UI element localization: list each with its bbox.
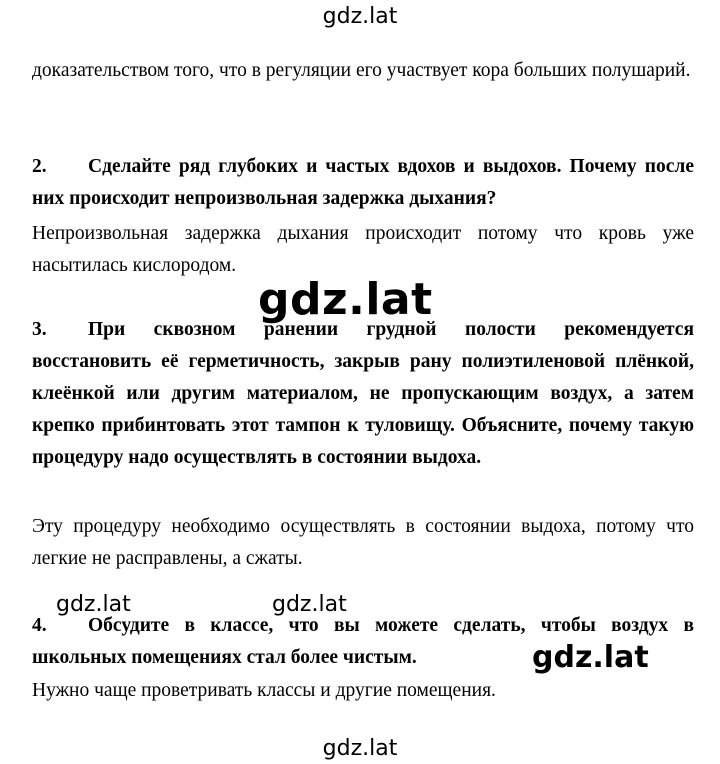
question-3 [32, 314, 694, 474]
question-4-text: Обсудите в классе, что вы можете сделать, чтобы воздух в школьных помещениях стал более чистым. [32, 615, 694, 668]
answer-3: Эту процедуру необходимо осуществлять в состоянии выдоха, потому что легкие не расправлены, а сжаты. [32, 516, 694, 569]
watermark-bottom: gdz.lat [322, 736, 398, 761]
question-2-text: Сделайте ряд глубоких и частых вдохов и выдохов. Почему после них происходит непроизвольная задержка дыхания? [32, 156, 694, 209]
intro-paragraph: доказательством того, что в регуляции его участвует кора больших полушарий. [32, 60, 691, 81]
question-2-number: 2. [32, 156, 47, 177]
watermark-top: gdz.lat [322, 4, 398, 29]
question-4-number: 4. [32, 615, 47, 636]
question-3-number: 3. [32, 319, 47, 340]
watermark-small-left: gdz.lat [56, 592, 131, 617]
answer-2: Непроизвольная задержка дыхания происходит потому что кровь уже насытилась кислородом. [32, 223, 694, 276]
watermark-large: gdz.lat [258, 274, 433, 325]
answer-4: Нужно чаще проветривать классы и другие помещения. [32, 680, 496, 701]
watermark-mid-right: gdz.lat [532, 640, 649, 675]
watermark-small-center: gdz.lat [272, 592, 347, 617]
question-2 [32, 151, 694, 215]
question-3-text: При сквозном ранении грудной полости рекомендуется восстановить её герметичность, закрыв рану полиэтиленовой плёнкой, клеёнкой или другим материалом, не пропускающим воздух, а затем крепко прибинтовать этот тампон к туловищу. Объясните, почему такую процедуру надо осуществлять в состоянии выдоха. [32, 319, 694, 468]
